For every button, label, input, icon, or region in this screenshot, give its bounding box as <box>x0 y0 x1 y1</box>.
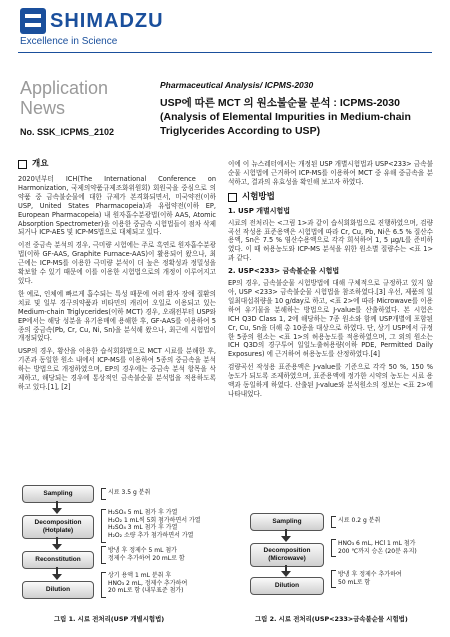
note-line: H₂O₂ 1 mL씩 5회 첨가하면서 가열 <box>108 516 201 524</box>
page-title <box>160 96 430 138</box>
flow-step-dilution <box>250 577 324 595</box>
document-number: No. SSK_ICPMS_2102 <box>20 127 115 137</box>
bracket <box>101 488 106 500</box>
subsection-2-heading: 2. USP<233> 금속불순물 시험법 <box>228 267 340 276</box>
flow-step-label: Decomposition <box>263 547 311 554</box>
overview-paragraph: 2020년부터 ICH(The International Conference on Harmonization, 국제의약품규제조화위원회) 회원국을 중심으로 의약품 중 금속불순물에 대한 규제가 본격화되면서, 미국약전(이하 USP, United States Pharmacopeia)과 유럽약전(이하 EP, European Pharmacopeia) 내 원자흡수분광법(이하 AAS, Atomic Absorption Spectrometer)을 이용한 중금속 시험법들이 점차 삭제되거나 ICP-AES 및 ICP-MS법으로 대체되고 있다. <box>18 175 216 237</box>
note-line: 50 mL로 함 <box>338 578 371 586</box>
arrow-down-icon <box>52 508 62 514</box>
intro-paragraph: 이에 이 뉴스레터에서는 개정된 USP 개별시험법과 USP<233> 금속불순물 시험법에 근거하여 ICP-MS를 이용하여 MCT 중 유해 중금속을 분석하고, 결과의 유효성을 확인해 보고자 하였다. <box>228 160 433 186</box>
subsection-2-text: EP의 경우, 금속불순물 시험방법에 대해 구체적으로 규정하고 있지 않아, USP <233> 금속불순물 시험법을 참조하였다.[3] 우선, 제품의 일일최대섭취량을 10 g/day로 하고, <표 2>에 따라 Microwave를 이용하여 유기물을 분해하는 방법으로 J-value를 산출하였다. 본 시험은 ICH Q3D Class 1, 2에 해당하는 7종 원소와 함께 USP개별에 포함된 Cr, Cu, Sn을 더해 총 10종을 대상으로 하였다. 단, 상기 USP에서 규정한 5종의 원소는 <표 1>의 허용농도를 적용하였으며, 그 외의 원소는 ICH Q3D의 경구투여 일일노출허용량(이하 PDE, Permitted Daily Exposures) 에 근거하여 허용농도를 산정하였다.[4] <box>228 279 433 359</box>
flow-step-label: Sampling <box>43 490 73 497</box>
bracket <box>331 539 336 557</box>
app-news-title <box>20 78 108 118</box>
overview-heading-text: 개요 <box>32 159 49 170</box>
left-column <box>18 160 216 396</box>
note-line: 정제수 추가하여 20 mL로 함 <box>108 554 185 562</box>
bracket <box>101 509 106 543</box>
subsection-1-text: 시료의 전처리는 <그림 1>과 같이 습식회화법으로 진행하였으며, 검량곡선 작성용 표준용액은 시험법에 따라 Cr, Cu, Pb, Ni은 6.5 % 질산수용액, Sn은 7.5 % 염산수용액으로 각각 희석하여 1, 5 μg/L를 준비하였다. 이 때 허용농도와 ICP-MS 분석을 위한 원소별 질량수는 <표 1>과 같다. <box>228 218 433 263</box>
title-line3: Triglycerides According to USP) <box>160 125 321 137</box>
bracket <box>101 572 106 598</box>
note-line: 상기 용액 1 mL 분취 후 <box>108 572 172 579</box>
flow-step-sublabel: (Hotplate) <box>42 527 74 534</box>
title-line1: USP에 따른 MCT 의 원소불순물 분석 : ICPMS-2030 <box>160 97 400 109</box>
figure-1-caption: 그림 1. 시료 전처리(USP 개별시험법) <box>54 615 165 623</box>
flow-step-label: Sampling <box>272 518 302 525</box>
note-line: 20 mL로 함 (내부표준 첨가) <box>108 587 184 595</box>
flow-step-sublabel: (Microwave) <box>268 555 306 562</box>
title-line2: (Analysis of Elemental Impurities in Medium-chain <box>160 111 411 123</box>
note-line: 방냉 후 정제수 추가하여 <box>338 571 402 578</box>
shimadzu-logo-icon <box>20 8 46 34</box>
overview-paragraph: USP의 경우, 황산을 이용한 습식회화법으로 MCT 시료를 분해한 후, 기존과 동일한 원소 내에서 ICP-MS를 이용하여 5종의 중금속을 분석하는 방법으로 개정하였으며, EP의 경우에는 중금속 분석 항목을 삭제하고, 해당되는 경우에 통상적인 금속불순물 분석법을 적용하도록 하고 있다.[1], [2] <box>18 347 216 391</box>
note-line: HNO₃ 2 mL, 정제수 추가하여 <box>108 579 188 587</box>
flow-step-reconstitution <box>22 551 94 569</box>
arrow-down-icon <box>52 544 62 550</box>
flow-step-label: Dilution <box>45 586 71 593</box>
figure-2-caption: 그림 2. 시료 전처리(USP<233>금속불순물 시험법) <box>255 615 408 623</box>
brand-logo <box>20 8 164 34</box>
method-heading-text: 시험방법 <box>242 191 275 202</box>
flow-step-label: Dilution <box>274 582 300 589</box>
flow-step-dilution <box>22 581 94 599</box>
header-divider <box>18 52 432 53</box>
step-note <box>338 540 417 555</box>
step-note: 시료 0.2 g 분취 <box>338 517 381 524</box>
flow-step-decomposition <box>250 543 324 567</box>
overview-paragraph: 이전 중금속 분석의 경우, 극미량 시험에는 주로 흑연로 원자흡수분광법(이하 GF-AAS, Graphite Furnace-AAS)이 활용되어 왔으나, 최근에는 ICP-MS를 이용한 극미량 분석이 더 높은 정확성과 정밀성을 확보할 수 있기 때문에 이를 이용한 시험법으로의 개정이 이루어지고 있다. <box>18 241 216 285</box>
section-square-icon <box>18 160 27 169</box>
bracket <box>331 570 336 588</box>
logo-text: SHIMADZU <box>50 9 164 32</box>
overview-heading <box>18 160 216 169</box>
arrow-down-icon <box>281 536 291 542</box>
section-square-icon <box>228 193 237 202</box>
tagline: Excellence in Science <box>20 36 118 47</box>
document-type: Pharmaceutical Analysis/ ICPMS-2030 <box>160 80 314 90</box>
flow-step-sampling <box>250 513 324 531</box>
method-heading <box>228 193 433 202</box>
flow-step-label: Decomposition <box>34 519 82 526</box>
step-note <box>108 509 201 539</box>
note-line: 200 ℃까지 승온 (20분 유지) <box>338 547 417 555</box>
flow-step-decomposition <box>22 515 94 539</box>
subsection-1-heading: 1. USP 개별시험법 <box>228 206 291 215</box>
step-note <box>338 571 402 586</box>
overview-paragraph: 한 예로, 인체에 빠르게 흡수되는 특성 때문에 여러 환자 장애 질환의 치료 및 일부 경구의약품과 비타민의 캐리어 오일로 이용되고 있는 Medium-chain Triglycerides(이하 MCT) 경우, 오래전부터 USP와 EP에서는 해당 성분을 유기용매에 용해한 후, GF-AAS를 이용하여 5종의 중금속(Pb, Cr, Cu, Ni, Sn)을 분석해 왔으나, 최근에 시험법이 개정되었다. <box>18 289 216 343</box>
step-note: 시료 3.5 g 분취 <box>108 489 151 496</box>
note-line: 방냉 후 정제수 5 mL 첨가 <box>108 547 177 554</box>
flow-step-label: Reconstitution <box>35 556 81 563</box>
bracket <box>101 546 106 564</box>
note-line: HNO₃ 6 mL, HCl 1 mL 첨가 <box>338 540 416 547</box>
step-note <box>108 572 187 595</box>
app-title-line2: News <box>20 98 66 118</box>
arrow-down-icon <box>52 574 62 580</box>
right-column <box>228 160 433 403</box>
flow-step-sampling <box>22 485 94 503</box>
note-line: H₂O₂ 소량 추가 첨가하면서 가열 <box>108 531 194 539</box>
note-line: H₂SO₄ 3 mL 첨가 후 가열 <box>108 524 178 532</box>
bracket <box>331 516 336 528</box>
step-note <box>108 547 185 562</box>
app-title-line1: Application <box>20 78 109 98</box>
note-line: H₂SO₄ 5 mL 첨가 후 가열 <box>108 509 178 516</box>
subsection-2-text: 검량곡선 작성용 표준용액은 J-value를 기준으로 각각 50 %, 150 % 농도가 되도록 조제하였으며, 표준용액에 정가한 시약의 농도는 시료 용액과 동일하게 하였다. 산출된 J-value와 분석원소의 정보는 <표 2>에 나타내었다. <box>228 363 433 398</box>
